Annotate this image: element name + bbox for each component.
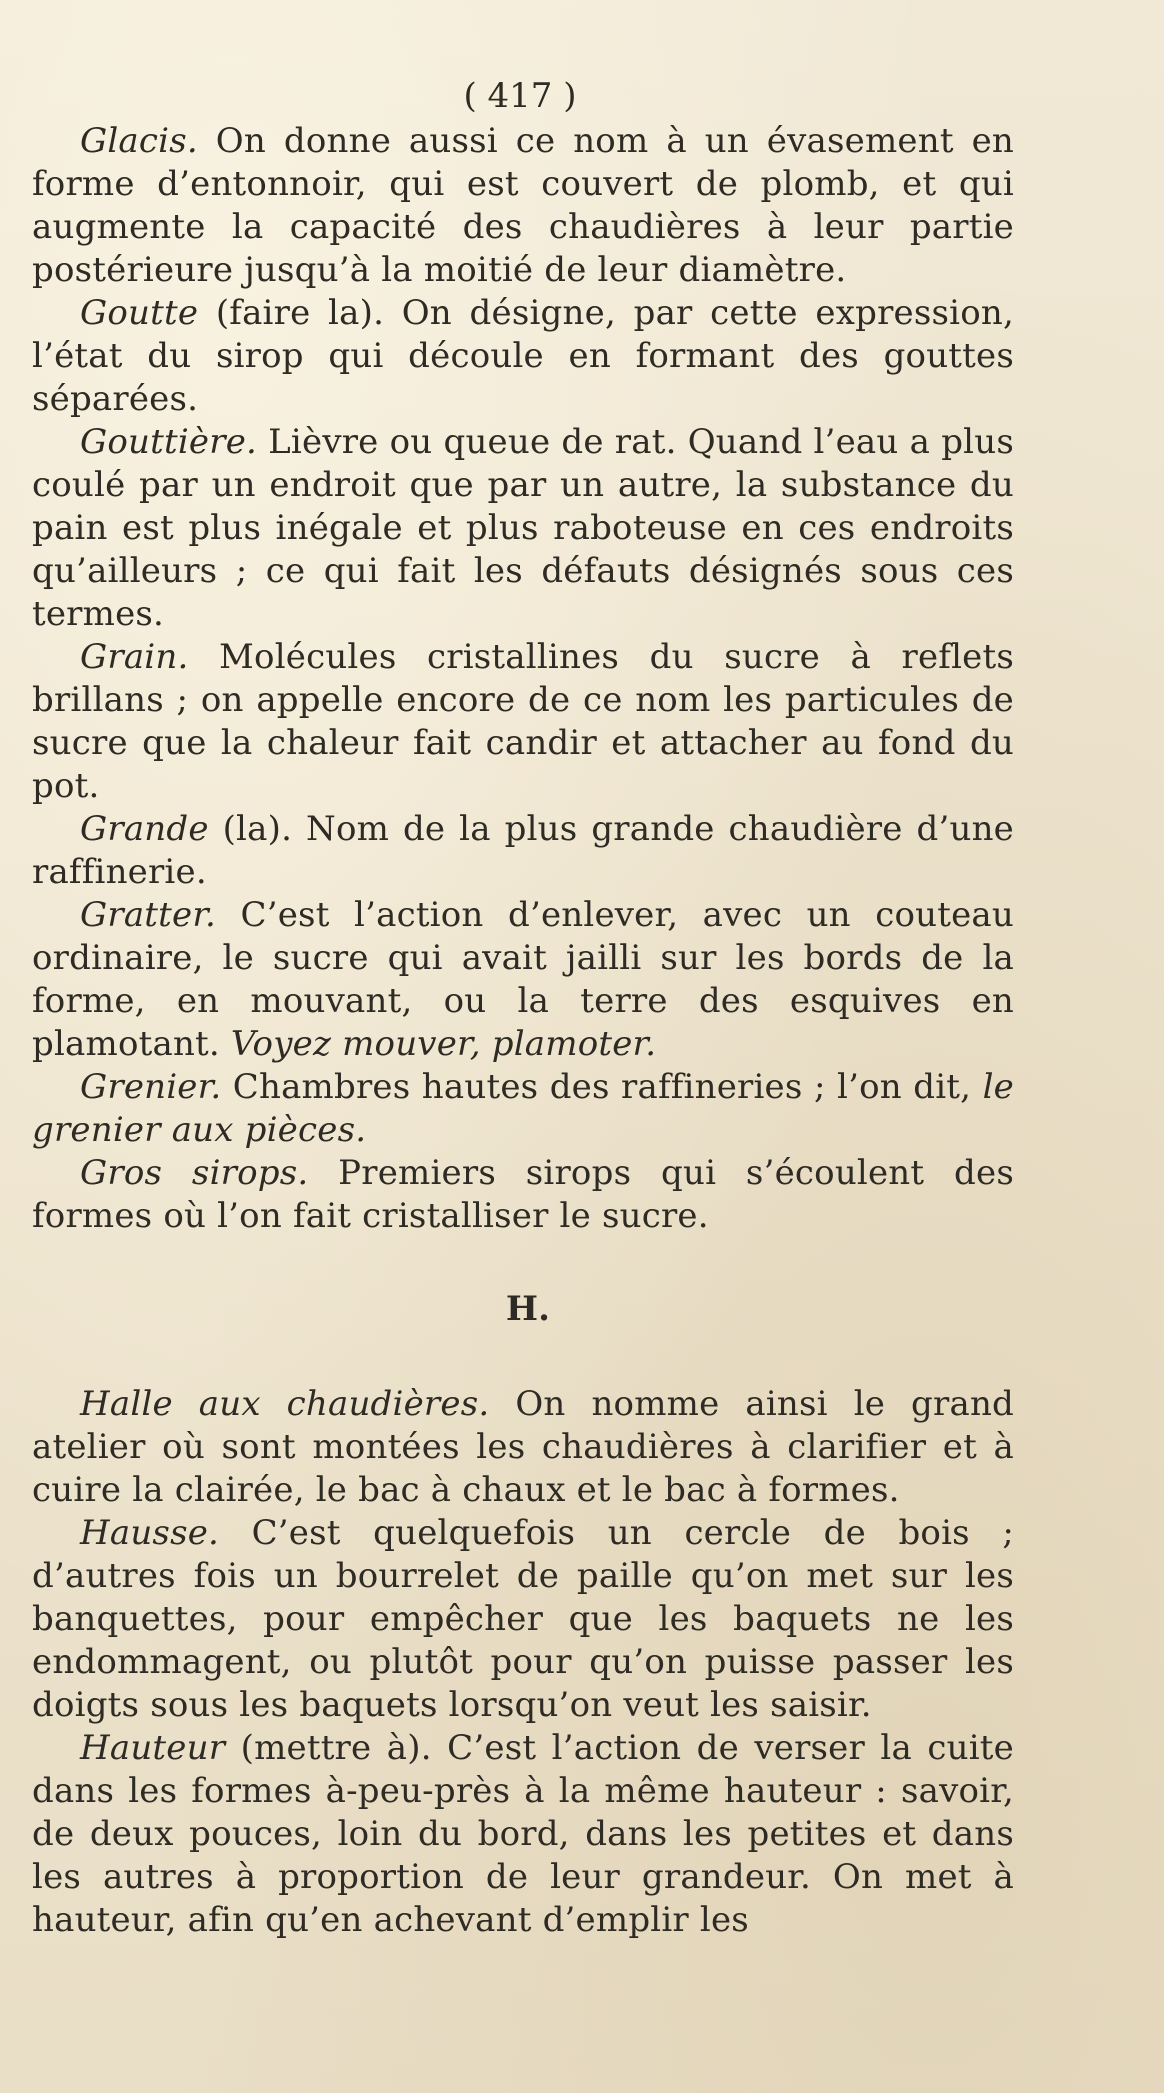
- entry-head: Glacis.: [80, 121, 198, 161]
- entry-hauteur: [32, 1727, 1014, 1942]
- entry-head: Gouttière.: [80, 422, 258, 462]
- entry-text: Molécules cristallines du sucre à reflets brillans ; on appelle encore de ce nom les particules de sucre que la chaleur fait candir et attacher au fond du pot.: [32, 637, 1014, 806]
- entry-head: Grenier.: [80, 1067, 222, 1107]
- entry-gouttiere: [32, 421, 1014, 636]
- entry-text: (faire la). On désigne, par cette expression, l’état du sirop qui découle en formant des gouttes séparées.: [32, 293, 1014, 419]
- entry-grain: [32, 636, 1014, 808]
- entry-text: Lièvre ou queue de rat. Quand l’eau a plus coulé par un endroit que par un autre, la substance du pain est plus inégale et plus raboteuse en ces endroits qu’ailleurs ; ce qui fait les défauts désignés sous ces termes.: [32, 422, 1014, 634]
- entry-text: Chambres hautes des raffineries ; l’on dit,: [221, 1067, 972, 1107]
- entry-head: Gratter.: [80, 895, 217, 935]
- entry-text: C’est l’action d’enlever, avec un couteau ordinaire, le sucre qui avait jailli sur les bords de la forme, en mouvant, ou la terre des esquives en plamotant.: [32, 895, 1014, 1064]
- entry-head: Hausse.: [80, 1513, 220, 1553]
- entry-grande: [32, 808, 1014, 894]
- entry-grenier: [32, 1066, 1014, 1152]
- entry-cross-reference: Voyez mouver, plamoter.: [219, 1024, 657, 1064]
- entry-head: Hauteur: [80, 1728, 226, 1768]
- entry-head: Goutte: [80, 293, 199, 333]
- entry-text: C’est quelquefois un cercle de bois ; d’autres fois un bourrelet de paille qu’on met sur les banquettes, pour empêcher que les baquets ne les endommagent, ou plutôt pour qu’on puisse passer les doigts sous les baquets lorsqu’on veut les saisir.: [32, 1513, 1014, 1725]
- entry-text: On nomme ainsi le grand atelier où sont montées les chaudières à clarifier et à cuire la clairée, le bac à chaux et le bac à formes.: [32, 1384, 1015, 1510]
- entry-head: Grande: [80, 809, 209, 849]
- entry-head: Grain.: [80, 637, 189, 677]
- entry-glacis: [32, 120, 1014, 292]
- entry-goutte: [32, 292, 1014, 421]
- entry-text: (la). Nom de la plus grande chaudière d’une raffinerie.: [32, 809, 1014, 892]
- entry-text: On donne aussi ce nom à un évasement en forme d’entonnoir, qui est couvert de plomb, et qui augmente la capacité des chaudières à leur partie postérieure jusqu’à la moitié de leur diamètre.: [32, 121, 1014, 290]
- entry-halle-aux-chaudieres: [32, 1383, 1014, 1512]
- entry-text: Premiers sirops qui s’écoulent des formes où l’on fait cristalliser le sucre.: [32, 1153, 1014, 1236]
- entry-head: Halle aux chaudières.: [80, 1384, 490, 1424]
- page-text: [32, 120, 1014, 1942]
- entry-italic-phrase: le grenier aux pièces.: [32, 1067, 1014, 1150]
- entry-head: Gros sirops.: [80, 1153, 309, 1193]
- section-heading-h: H.: [505, 1289, 551, 1329]
- entry-gratter: [32, 894, 1014, 1066]
- page-number: ( 417 ): [463, 76, 577, 116]
- entry-text: (mettre à). C’est l’action de verser la cuite dans les formes à-peu-près à la même hauteur : savoir, de deux pouces, loin du bord, dans les petites et dans les autres à proportion de leur grandeur. On met à hauteur, afin qu’en achevant d’emplir les: [32, 1728, 1014, 1940]
- entry-gros-sirops: [32, 1152, 1014, 1238]
- entry-hausse: [32, 1512, 1014, 1727]
